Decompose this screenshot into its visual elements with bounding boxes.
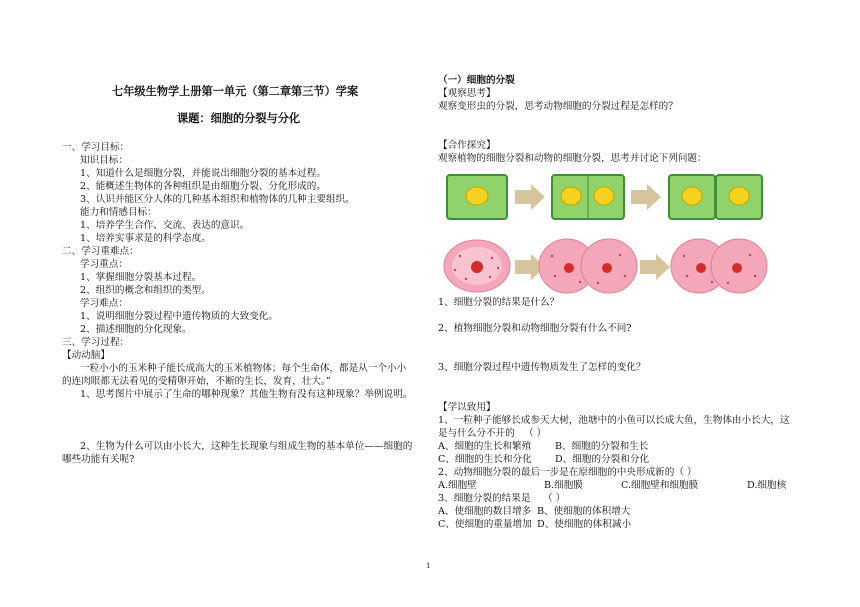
text-line: 2、能概述生物体的各种组织是由细胞分裂、分化形成的。 <box>80 181 326 192</box>
option: C.细胞壁和细胞膜 <box>621 480 699 491</box>
option: A、使细胞的数目增多 <box>438 506 532 517</box>
section-heading: （一）细胞的分裂 <box>438 75 515 86</box>
page-title: 七年级生物学上册第一单元（第二章第三节）学案 <box>112 84 359 98</box>
plant-cell-3 <box>669 175 762 219</box>
animal-cell-3 <box>671 239 767 293</box>
text-line: 观察变形虫的分裂，思考动物细胞的分裂过程是怎样的？ <box>438 101 678 112</box>
label: 学习难点： <box>80 298 128 309</box>
section-heading: 二、学习重难点： <box>62 246 139 257</box>
bracket-heading: 【观察思考】 <box>438 88 496 99</box>
bracket-heading: 【合作探究】 <box>438 140 496 151</box>
option: B、细胞的分裂和生长 <box>555 441 649 452</box>
question-2-cont: 哪些功能有关呢? <box>62 454 135 465</box>
option: D、使细胞的体积减小 <box>537 519 632 530</box>
arrow-right-icon <box>631 184 661 210</box>
question-1: 1、细胞分裂的结果是什么？ <box>438 297 560 308</box>
answer-blank: （ ） <box>543 493 566 504</box>
exercise-1: 1、一粒种子能够长成参天大树，池塘中的小鱼可以长成大鱼，生物体由小长大，这 <box>438 415 790 426</box>
bracket-heading: 【动动脑】 <box>62 350 110 361</box>
exercise-3: 3、细胞分裂的结果是 <box>438 493 531 504</box>
question-2: 2、植物细胞分裂和动物细胞分裂有什么不同? <box>438 323 632 334</box>
option: C、细胞的生长和分化 <box>438 454 532 465</box>
bracket-heading: 【学以致用】 <box>438 402 496 413</box>
answer-blank: （ ） <box>524 428 547 439</box>
label: 能力和情感目标： <box>80 207 157 218</box>
section-heading: 三、学习过程： <box>62 337 130 348</box>
label: 知识目标： <box>80 155 128 166</box>
text-line: 1、说明细胞分裂过程中遗传物质的大致变化。 <box>80 311 278 322</box>
question-1: 1、思考图片中展示了生命的哪种现象？其他生物有没有这种现象？举例说明。 <box>80 389 413 400</box>
text-line: 1、知道什么是细胞分裂，并能说出细胞分裂的基本过程。 <box>80 168 326 179</box>
option: D、细胞的分裂和分化 <box>555 454 650 465</box>
section-heading: 一、学习目标： <box>62 142 130 153</box>
text-line: 1、培养实事求是的科学态度。 <box>80 233 211 244</box>
text-line: 2、描述细胞的分化现象。 <box>80 324 192 335</box>
text-line: 1、培养学生合作、交流、表达的意识。 <box>80 220 250 231</box>
animal-cell-1 <box>444 240 510 292</box>
exercise-2: 2、动物细胞分裂的最后一步是在原细胞的中央形成新的（ ） <box>438 467 697 478</box>
option: D.细胞核 <box>747 480 787 491</box>
paragraph-line: 的连肉眼都无法看见的受精卵开始，不断的生长，发育，壮大。” <box>62 376 331 387</box>
question-3: 3、细胞分裂过程中遗传物质发生了怎样的变化？ <box>438 362 646 373</box>
text-line: 2、组织的概念和组织的类型。 <box>80 285 211 296</box>
plant-cell-1 <box>447 175 507 219</box>
option: A、细胞的生长和繁殖 <box>438 441 532 452</box>
question-2: 2、生物为什么可以由小长大，这种生长现象与组成生物的基本单位——细胞的 <box>80 441 413 452</box>
page-subtitle: 课题：细胞的分裂与分化 <box>177 111 301 125</box>
arrow-right-icon <box>640 254 670 280</box>
exercise-1-cont: 是与什么分不开的 <box>438 428 515 439</box>
plant-cell-2 <box>552 175 624 219</box>
text-line: 观察植物的细胞分裂和动物的细胞分裂，思考并讨论下列问题： <box>438 153 707 164</box>
paragraph-line: 一粒小小的玉米种子能长成高大的玉米植物体；每个生命体，都是从一个小小 <box>80 363 407 374</box>
option: A.细胞壁 <box>438 480 477 491</box>
option: B.细胞膜 <box>544 480 583 491</box>
text-line: 1、掌握细胞分裂基本过程。 <box>80 272 202 283</box>
text-line: 3、认识并能区分人体的几种基本组织和植物体的几种主要组织。 <box>80 194 355 205</box>
animal-cell-2 <box>539 239 637 293</box>
arrow-right-icon <box>515 184 545 210</box>
label: 学习重点： <box>80 259 128 270</box>
option: C、使细胞的重量增加 <box>438 519 532 530</box>
option: B、使细胞的体积增大 <box>537 506 631 517</box>
page-number: 1 <box>426 562 431 570</box>
